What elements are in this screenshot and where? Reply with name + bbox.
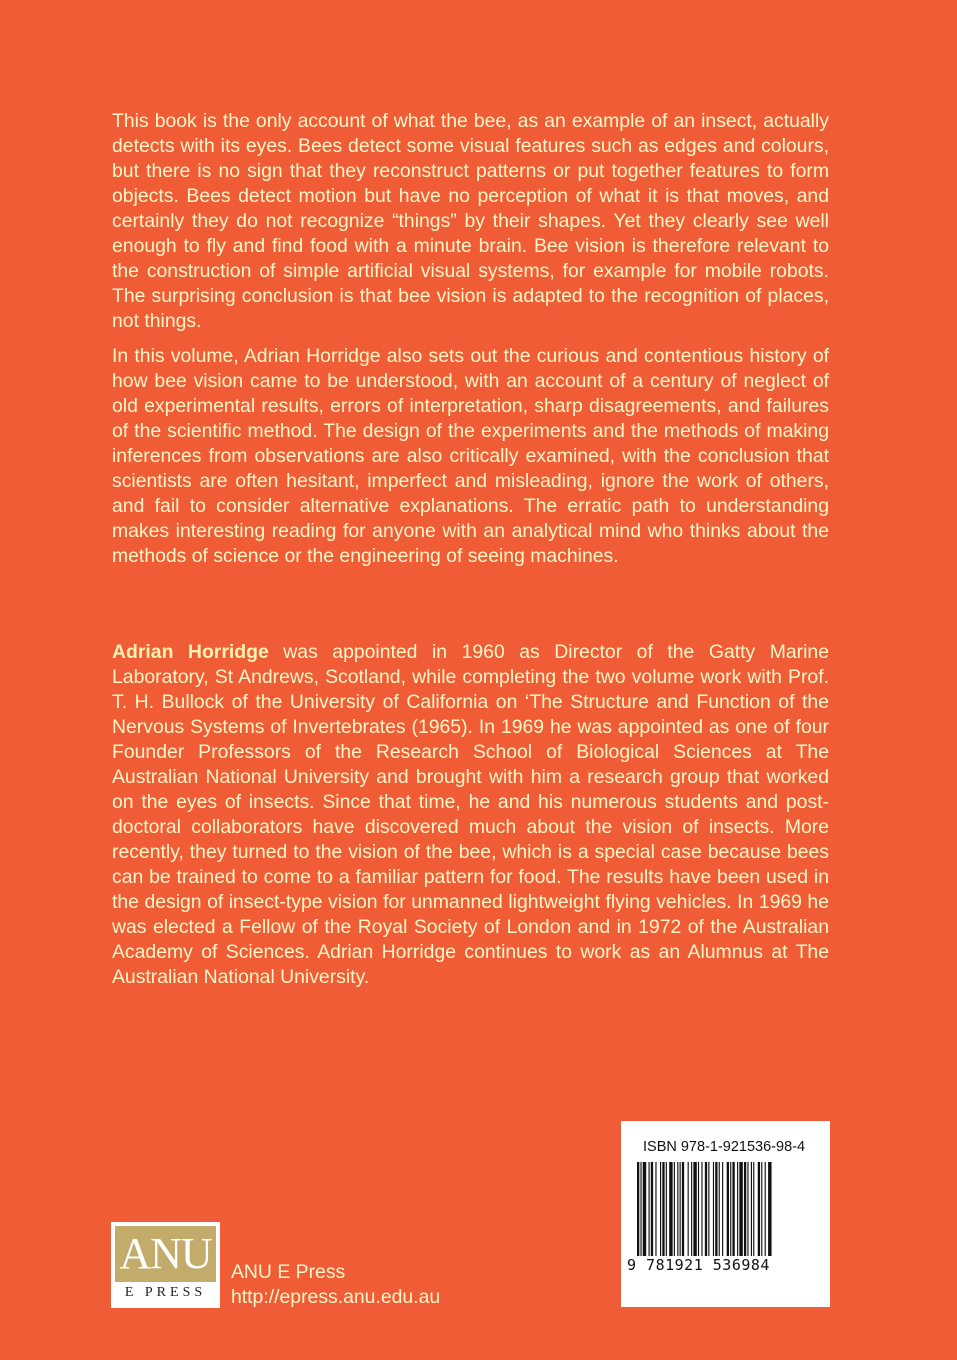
barcode-bar: [637, 1162, 639, 1256]
publisher-url: http://epress.anu.edu.au: [231, 1286, 441, 1308]
anu-e-press-logo: [111, 1222, 220, 1308]
barcode-bar: [768, 1162, 771, 1256]
barcode-bar: [715, 1162, 717, 1256]
publisher-name: ANU E Press: [231, 1261, 346, 1283]
barcode-bar: [713, 1162, 714, 1256]
barcode-bar: [666, 1162, 667, 1256]
barcode-bar: [719, 1162, 720, 1256]
barcode-bar: [698, 1162, 699, 1256]
barcode-bar: [649, 1162, 650, 1256]
barcode-bar: [680, 1162, 681, 1256]
barcode-bar: [682, 1162, 684, 1256]
blurb-paragraph-1: This book is the only account of what the bee, as an example of an insect, actually detects with its eyes. Bees detect some visual features such as edges and colours, but there is no sign that they reconstruct patterns or put together features to form objects. Bees detect motion but have no perception of what it is that moves, and certainly they do not recognize “things” by their shapes. Yet they clearly see well enough to fly and find food with a minute brain. Bee vision is therefore relevant to the construction of simple artificial visual systems, for example for mobile robots. The surprising conclusion is that bee vision is adapted to the recognition of places, not things.: [112, 110, 829, 332]
barcode-bar: [753, 1162, 754, 1256]
barcode-bar: [688, 1162, 689, 1256]
isbn-label: ISBN 978-1-921536-98-4: [643, 1139, 806, 1155]
barcode-graphic: [637, 1162, 815, 1256]
barcode-bar: [660, 1162, 661, 1256]
logo-anu-text: ANU: [115, 1226, 216, 1282]
barcode-bar: [747, 1162, 748, 1256]
barcode-bar: [677, 1162, 678, 1256]
barcode-box: [621, 1121, 830, 1307]
barcode-bar: [643, 1162, 646, 1256]
barcode-bar: [691, 1162, 692, 1256]
barcode-bar: [701, 1162, 702, 1256]
barcode-bar: [693, 1162, 696, 1256]
barcode-bar: [708, 1162, 709, 1256]
barcode-bar: [669, 1162, 672, 1256]
author-name: Adrian Horridge: [112, 641, 269, 663]
barcode-bar: [662, 1162, 664, 1256]
barcode-bar: [737, 1162, 738, 1256]
barcode-digits: 9 781921 536984: [627, 1256, 770, 1274]
author-bio-text: was appointed in 1960 as Director of the Gatty Marine Laboratory, St Andrews, Scotland, while completing the two volume work with Prof. T. H. Bullock of the University of California on ‘The Structure and Function of the Nervous Systems of Invertebrates (1965). In 1969 he was appointed as one of four Founder Professors of the Research School of Biological Sciences at The Australian National University and brought with him a research group that worked on the eyes of insects. Since that time, he and his numerous students and post-doctoral collaborators have discovered much about the vision of insects. More recently, they turned to the vision of the bee, which is a special case because bees can be trained to come to a familiar pattern for food. The results have been used in the design of insect-type vision for unmanned lightweight flying vehicles. In 1969 he was elected a Fellow of the Royal Society of London and in 1972 of the Australian Academy of Sciences. Adrian Horridge continues to work as an Alumnus at The Australian National University.: [112, 641, 829, 988]
barcode-bar: [730, 1162, 731, 1256]
barcode-bar: [640, 1162, 641, 1256]
barcode-bar: [761, 1162, 762, 1256]
logo-e-press-text: E PRESS: [124, 1285, 207, 1300]
blurb-paragraph-2: In this volume, Adrian Horridge also sets out the curious and contentious history of how bee vision came to be understood, with an account of a century of neglect of old experimental results, errors of interpretation, sharp disagreements, and failures of the scientific method. The design of the experiments and the methods of making inferences from observations are also critically examined, with the conclusion that scientists are often hesitant, imperfect and misleading, ignore the work of others, and fail to consider alternative explanations. The erratic path to understanding makes interesting reading for anyone with an analytical mind who thinks about the methods of science or the engineering of seeing machines.: [112, 345, 829, 567]
barcode-bar: [651, 1162, 653, 1256]
barcode-bar: [765, 1162, 766, 1256]
barcode-bar: [727, 1162, 729, 1256]
barcode-bar: [739, 1162, 742, 1256]
barcode-bar: [705, 1162, 707, 1256]
barcode-bar: [751, 1162, 752, 1256]
barcode-bar: [732, 1162, 734, 1256]
barcode-bar: [758, 1162, 760, 1256]
barcode-bar: [674, 1162, 675, 1256]
author-bio: [112, 640, 829, 990]
publisher-info: [231, 1260, 440, 1310]
barcode-bar: [744, 1162, 746, 1256]
barcode-bar: [655, 1162, 656, 1256]
barcode-bar: [722, 1162, 723, 1256]
